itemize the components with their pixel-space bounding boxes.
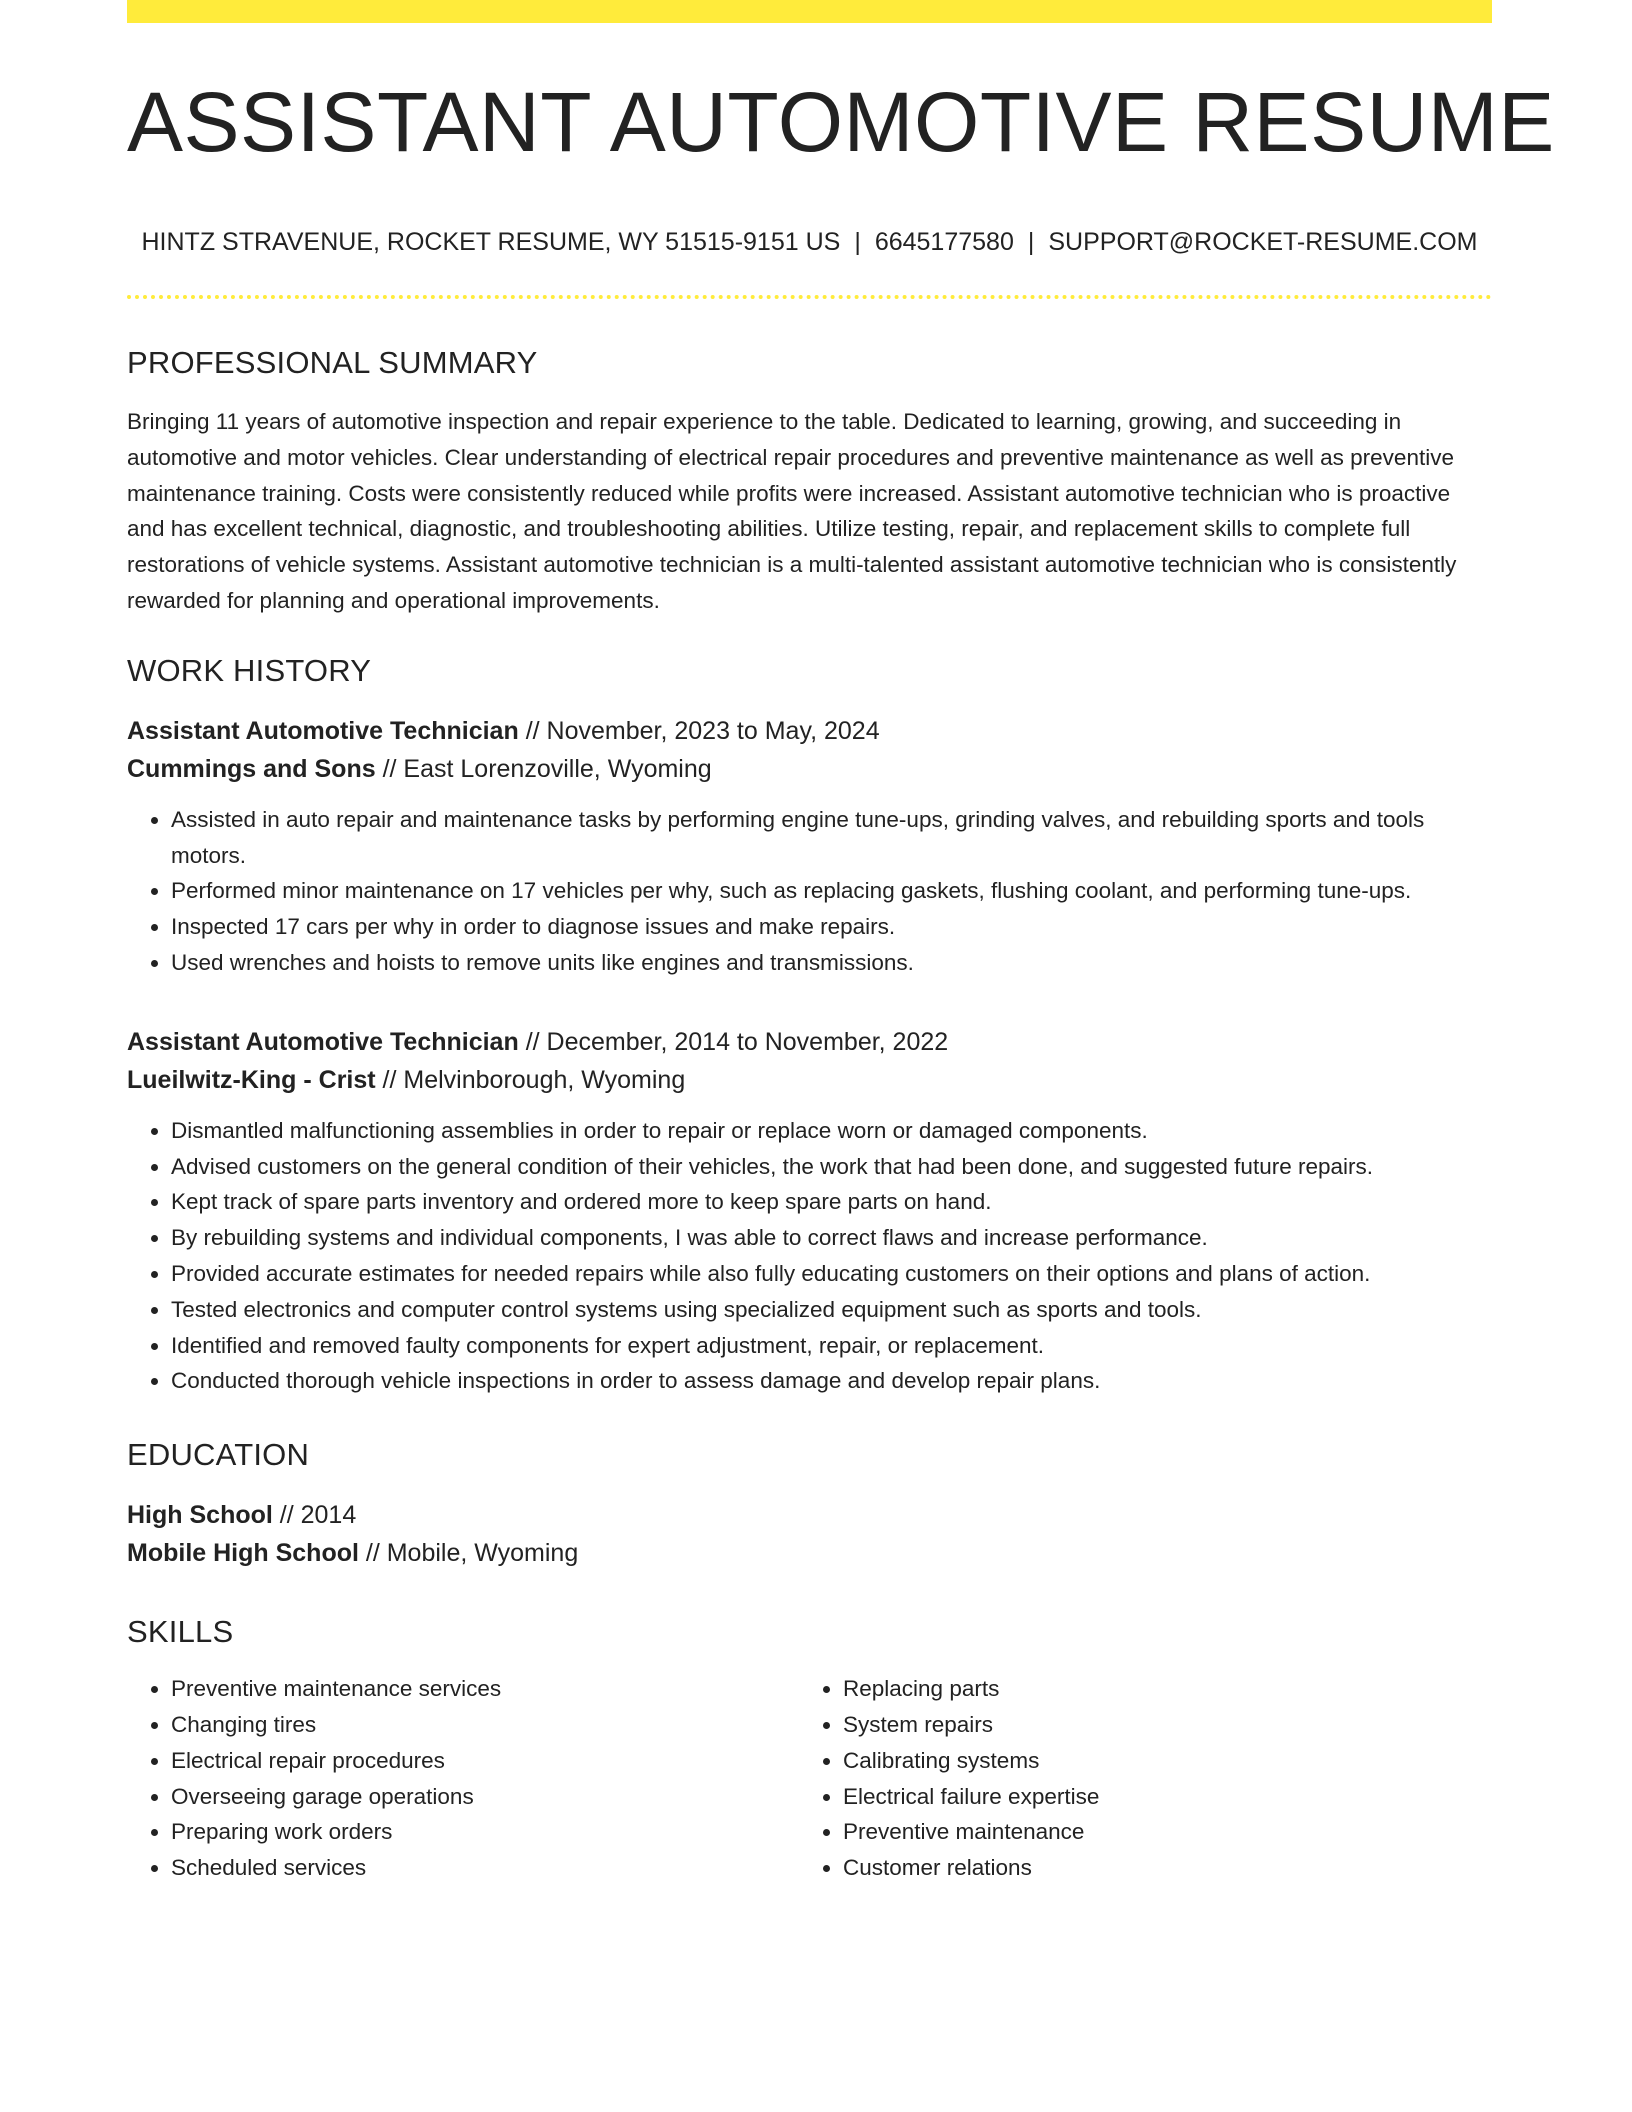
list-item: • Advised customers on the general condition of their vehicles, the work that had been done, and suggested future repairs.	[171, 1149, 1492, 1185]
contact-line	[127, 230, 1492, 255]
skills-right-column	[799, 1671, 1471, 1886]
skill-item: • Changing tires	[171, 1707, 799, 1743]
job-bullets	[127, 802, 1492, 981]
list-item: • Tested electronics and computer control systems using specialized equipment such as sports and tools.	[171, 1292, 1492, 1328]
contact-phone: 6645177580	[874, 228, 1014, 256]
work-history-heading: WORK HISTORY	[127, 652, 372, 688]
list-item: • Conducted thorough vehicle inspections in order to assess damage and develop repair plans.	[171, 1363, 1492, 1399]
job-bullets	[127, 1113, 1492, 1399]
education-degree: High School	[127, 1501, 273, 1530]
list-item: • By rebuilding systems and individual components, I was able to correct flaws and increase performance.	[171, 1220, 1492, 1256]
skill-item: • Electrical repair procedures	[171, 1743, 799, 1779]
skill-item: • Replacing parts	[843, 1671, 1471, 1707]
contact-address: HINTZ STRAVENUE, ROCKET RESUME, WY 51515-9151 US	[141, 228, 841, 256]
job-role: Assistant Automotive Technician	[127, 1027, 519, 1056]
job-company-line	[127, 750, 1492, 788]
list-item: • Inspected 17 cars per why in order to diagnose issues and make repairs.	[171, 909, 1492, 945]
job-company: Cummings and Sons	[127, 754, 376, 783]
dotted-divider	[127, 295, 1492, 299]
skill-item: • Electrical failure expertise	[843, 1779, 1471, 1815]
list-item: • Identified and removed faulty components for expert adjustment, repair, or replacement.	[171, 1328, 1492, 1364]
job-dates: // December, 2014 to November, 2022	[518, 1027, 949, 1056]
job-location: // Melvinborough, Wyoming	[375, 1065, 686, 1094]
job-dates: // November, 2023 to May, 2024	[518, 716, 880, 745]
education-location: // Mobile, Wyoming	[358, 1539, 579, 1568]
list-item: • Performed minor maintenance on 17 vehicles per why, such as replacing gaskets, flushing coolant, and performing tune-ups.	[171, 873, 1492, 909]
job-location: // East Lorenzoville, Wyoming	[375, 754, 712, 783]
list-item: • Used wrenches and hoists to remove units like engines and transmissions.	[171, 945, 1492, 981]
skills-heading: SKILLS	[127, 1614, 234, 1650]
skill-item: • Preventive maintenance services	[171, 1671, 799, 1707]
job-company-line	[127, 1061, 1492, 1099]
contact-separator: |	[854, 228, 861, 256]
skills-columns	[127, 1671, 1492, 1886]
list-item: • Provided accurate estimates for needed repairs while also fully educating customers on their options and plans of action.	[171, 1256, 1492, 1292]
contact-email: SUPPORT@ROCKET-RESUME.COM	[1048, 228, 1478, 256]
job-title-line	[127, 712, 1492, 750]
job-company: Lueilwitz-King - Crist	[127, 1065, 376, 1094]
education-year: // 2014	[272, 1501, 357, 1530]
education-entry	[127, 1496, 1492, 1572]
skill-item: • System repairs	[843, 1707, 1471, 1743]
job-role: Assistant Automotive Technician	[127, 716, 519, 745]
education-degree-line	[127, 1496, 1492, 1534]
education-school: Mobile High School	[127, 1539, 359, 1568]
education-heading: EDUCATION	[127, 1437, 310, 1473]
resume-title: ASSISTANT AUTOMOTIVE RESUME	[127, 75, 1555, 169]
list-item: • Assisted in auto repair and maintenance tasks by performing engine tune-ups, grinding valves, and rebuilding sports and tools motors.	[171, 802, 1492, 874]
skill-item: • Scheduled services	[171, 1850, 799, 1886]
contact-separator: |	[1027, 228, 1035, 256]
education-school-line	[127, 1534, 1492, 1572]
job-title-line	[127, 1023, 1492, 1061]
summary-heading: PROFESSIONAL SUMMARY	[127, 345, 538, 380]
skill-item: • Preparing work orders	[171, 1814, 799, 1850]
accent-top-bar	[127, 0, 1492, 23]
list-item: • Dismantled malfunctioning assemblies in order to repair or replace worn or damaged components.	[171, 1113, 1492, 1149]
skill-item: • Overseeing garage operations	[171, 1779, 799, 1815]
skill-item: • Preventive maintenance	[843, 1814, 1471, 1850]
skills-left-column	[127, 1671, 799, 1886]
list-item: • Kept track of spare parts inventory and ordered more to keep spare parts on hand.	[171, 1184, 1492, 1220]
skill-item: • Customer relations	[843, 1850, 1471, 1886]
skill-item: • Calibrating systems	[843, 1743, 1471, 1779]
summary-text: Bringing 11 years of automotive inspection and repair experience to the table. Dedicated to learning, growing, and succeeding in automotive and motor vehicles. Clear understanding of electrical repair procedures and preventive maintenance as well as preventive maintenance training. Costs were consistently reduced while profits were increased. Assistant automotive technician who is proactive and has excellent technical, diagnostic, and troubleshooting abilities. Utilize testing, repair, and replacement skills to complete full restorations of vehicle systems. Assistant automotive technician is a multi-talented assistant automotive technician who is consistently rewarded for planning and operational improvements.	[127, 409, 1457, 613]
resume-page	[127, 0, 1555, 1886]
